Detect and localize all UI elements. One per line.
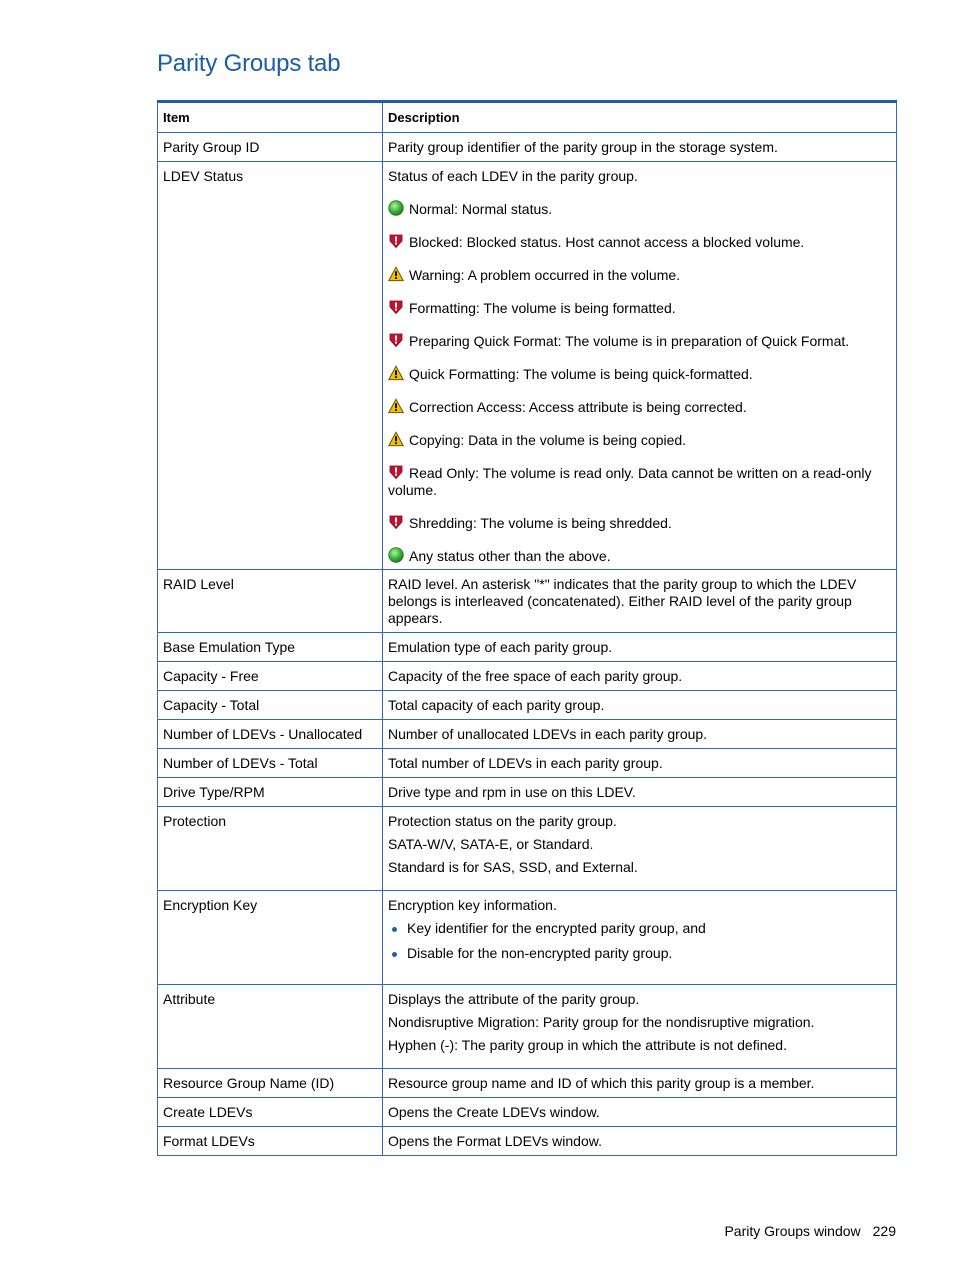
description-text: Encryption key information. (388, 897, 557, 913)
status-item (388, 332, 890, 350)
table-row (158, 1127, 897, 1156)
item-cell: Protection (158, 807, 383, 891)
description-text: Parity group identifier of the parity group in the storage system. (388, 139, 778, 155)
warning-triangle-icon (388, 398, 404, 414)
status-item (388, 431, 890, 449)
status-item (388, 233, 890, 251)
status-item (388, 464, 890, 499)
table-row (158, 720, 897, 749)
description-cell (383, 891, 897, 985)
description-text: SATA-W/V, SATA-E, or Standard. (388, 836, 594, 852)
status-text: Preparing Quick Format: The volume is in preparation of Quick Format. (409, 333, 850, 349)
footer-section-name: Parity Groups window (724, 1223, 861, 1239)
description-text: RAID level. An asterisk "*" indicates that the parity group to which the LDEV belongs is interleaved (concatenated). Either RAID level of the parity group appears. (388, 576, 857, 626)
green-circle-icon (388, 200, 404, 216)
table-row (158, 1098, 897, 1127)
description-text: Capacity of the free space of each parity group. (388, 668, 683, 684)
status-item (388, 547, 890, 565)
warning-triangle-icon (388, 266, 404, 282)
description-cell (383, 720, 897, 749)
status-text: Any status other than the above. (409, 548, 611, 564)
status-item (388, 365, 890, 383)
table-row (158, 1069, 897, 1098)
table-row (158, 633, 897, 662)
status-text: Quick Formatting: The volume is being quick-formatted. (409, 366, 753, 382)
description-cell (383, 570, 897, 633)
item-cell: Drive Type/RPM (158, 778, 383, 807)
list-item: Key identifier for the encrypted parity group, and (388, 920, 890, 937)
table-row (158, 570, 897, 633)
red-error-icon (388, 514, 404, 530)
description-text: Nondisruptive Migration: Parity group for the nondisruptive migration. (388, 1014, 815, 1030)
status-text: Blocked: Blocked status. Host cannot access a blocked volume. (409, 234, 805, 250)
table-row (158, 778, 897, 807)
status-text: Warning: A problem occurred in the volume. (409, 267, 681, 283)
item-cell: Capacity - Free (158, 662, 383, 691)
description-cell (383, 691, 897, 720)
green-circle-icon (388, 547, 404, 563)
item-cell: Encryption Key (158, 891, 383, 985)
item-cell: Create LDEVs (158, 1098, 383, 1127)
table-header-row (158, 102, 897, 133)
description-text: Hyphen (-): The parity group in which the attribute is not defined. (388, 1037, 787, 1053)
description-text: Number of unallocated LDEVs in each parity group. (388, 726, 708, 742)
item-cell: Base Emulation Type (158, 633, 383, 662)
header-item: Item (158, 102, 383, 133)
item-cell: Number of LDEVs - Unallocated (158, 720, 383, 749)
red-error-icon (388, 464, 404, 480)
red-error-icon (388, 233, 404, 249)
table-row (158, 891, 897, 985)
description-text: Opens the Create LDEVs window. (388, 1104, 600, 1120)
description-text: Total capacity of each parity group. (388, 697, 605, 713)
page-number: 229 (872, 1223, 896, 1239)
description-cell (383, 807, 897, 891)
table-row (158, 749, 897, 778)
description-text: Emulation type of each parity group. (388, 639, 613, 655)
description-cell (383, 1098, 897, 1127)
table-row (158, 162, 897, 570)
description-cell (383, 778, 897, 807)
status-item (388, 299, 890, 317)
description-cell (383, 633, 897, 662)
description-text: Drive type and rpm in use on this LDEV. (388, 784, 636, 800)
description-cell (383, 662, 897, 691)
list-item: Disable for the non-encrypted parity group. (388, 945, 890, 962)
header-description: Description (383, 102, 897, 133)
item-cell: Parity Group ID (158, 133, 383, 162)
description-text: Protection status on the parity group. (388, 813, 617, 829)
status-text: Read Only: The volume is read only. Data cannot be written on a read-only volume. (388, 465, 872, 498)
item-cell: Format LDEVs (158, 1127, 383, 1156)
status-item (388, 266, 890, 284)
table-row (158, 662, 897, 691)
status-item (388, 514, 890, 532)
status-item (388, 200, 890, 218)
parity-groups-table (157, 100, 897, 1156)
description-text: Displays the attribute of the parity group. (388, 991, 640, 1007)
warning-triangle-icon (388, 365, 404, 381)
description-text: Total number of LDEVs in each parity group. (388, 755, 663, 771)
status-text: Copying: Data in the volume is being copied. (409, 432, 687, 448)
status-text: Formatting: The volume is being formatted. (409, 300, 676, 316)
item-cell: RAID Level (158, 570, 383, 633)
item-cell: Resource Group Name (ID) (158, 1069, 383, 1098)
description-cell (383, 1069, 897, 1098)
description-cell (383, 133, 897, 162)
red-error-icon (388, 332, 404, 348)
item-cell: LDEV Status (158, 162, 383, 570)
status-item (388, 398, 890, 416)
page-footer (724, 1223, 896, 1239)
description-text: Standard is for SAS, SSD, and External. (388, 859, 638, 875)
description-cell (383, 985, 897, 1069)
ldev-status-list (388, 200, 890, 565)
encryption-key-list (388, 920, 890, 962)
description-cell (383, 162, 897, 570)
description-text: Resource group name and ID of which this parity group is a member. (388, 1075, 815, 1091)
description-cell (383, 749, 897, 778)
description-text: Status of each LDEV in the parity group. (388, 168, 638, 184)
status-text: Shredding: The volume is being shredded. (409, 515, 672, 531)
item-cell: Attribute (158, 985, 383, 1069)
table-row (158, 133, 897, 162)
status-text: Correction Access: Access attribute is being corrected. (409, 399, 747, 415)
red-error-icon (388, 299, 404, 315)
page-title: Parity Groups tab (157, 50, 341, 77)
item-cell: Number of LDEVs - Total (158, 749, 383, 778)
status-text: Normal: Normal status. (409, 201, 553, 217)
warning-triangle-icon (388, 431, 404, 447)
table-row (158, 807, 897, 891)
item-cell: Capacity - Total (158, 691, 383, 720)
description-text: Opens the Format LDEVs window. (388, 1133, 602, 1149)
table-row (158, 691, 897, 720)
description-cell (383, 1127, 897, 1156)
table-row (158, 985, 897, 1069)
